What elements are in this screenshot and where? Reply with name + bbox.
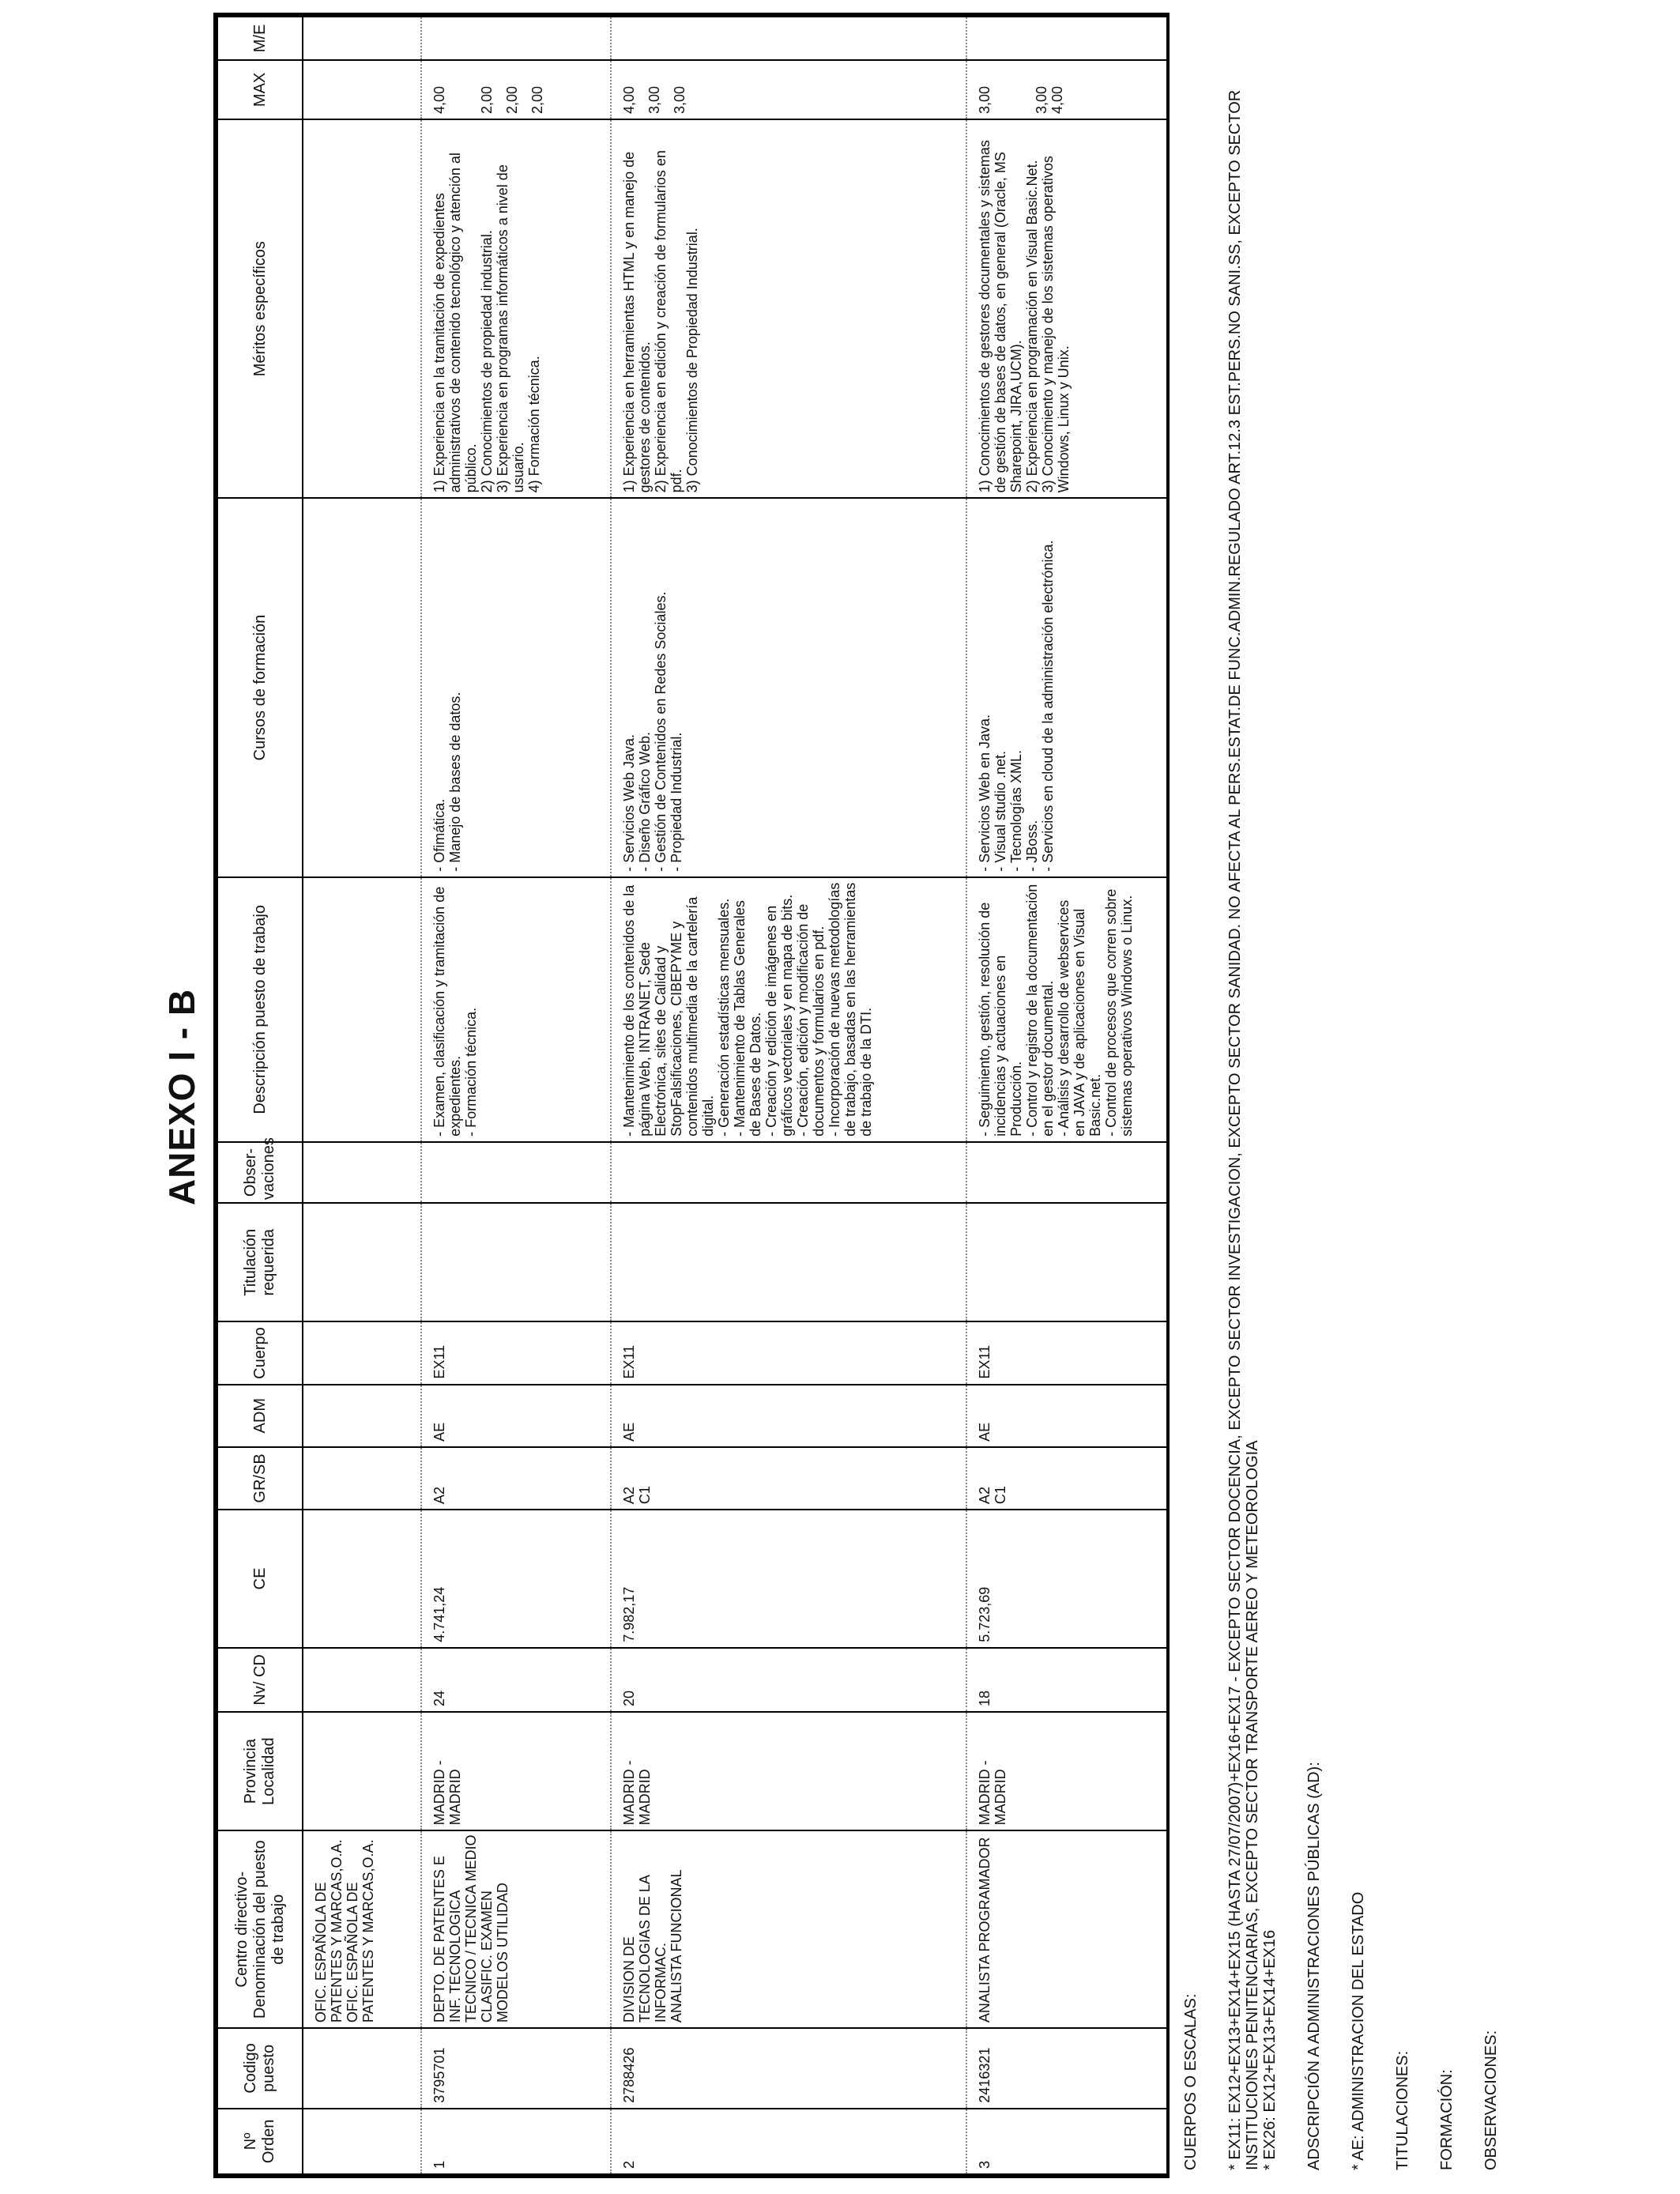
merito-item: 2) Experiencia en programación en Visual Basic.Net.: [1024, 160, 1040, 493]
max-value: 2,00: [479, 85, 495, 114]
cell-adm: AE: [966, 1385, 1166, 1447]
cell-descripcion: - Examen, clasificación y tramitación de expedientes. - Formación técnica.: [421, 877, 611, 1142]
cell-cursos: - Servicios Web en Java. - Visual studio .net. - Tecnologías XML. - JBoss. - Servicios en cloud de la administración electrónica.: [966, 498, 1166, 876]
merito-item: 3) Experiencia en programas informáticos a nivel de usuario.: [495, 164, 526, 493]
col-header-orden: Nº Orden: [217, 2109, 303, 2174]
cell-orden: 3: [966, 2109, 1166, 2174]
cell-titulacion: [611, 1203, 966, 1321]
max-value: 3,00: [646, 85, 662, 114]
cell-orden: 1: [421, 2109, 611, 2174]
col-header-cursos: Cursos de formación: [217, 498, 303, 876]
merito-item: 4) Formación técnica.: [526, 356, 542, 493]
cell-meritos: [611, 119, 966, 498]
cell-centro-unit: DIVISION DE TECNOLOGIAS DE LA INFORMAC.: [621, 1875, 669, 2023]
cell-grupo-item: A2: [431, 1487, 447, 1505]
cell-me: [611, 17, 966, 60]
cell-grupo-item: A2: [621, 1487, 637, 1505]
unit-centro-line: OFIC. ESPAÑOLA DE PATENTES Y MARCAS,O.A.: [345, 1839, 376, 2023]
col-header-meritos: Méritos específicos: [217, 119, 303, 498]
cuerpos-title: CUERPOS O ESCALAS:: [1182, 1993, 1200, 2170]
cell-cursos: - Ofimática. - Manejo de bases de datos.: [421, 498, 611, 876]
cell-grupo: [966, 1447, 1166, 1510]
unit-centro-line: OFIC. ESPAÑOLA DE PATENTES Y MARCAS,O.A.: [313, 1839, 345, 2023]
escala-ex11: * EX11: EX12+EX13+EX14+EX15 (HASTA 27/07/2007)+EX16+EX17 - EXCEPTO SECTOR DOCENCIA, EXCEPTO SECTOR INVESTIGACION, EXCEPTO SECTOR SANIDAD. NO AFECTA AL PERS.ESTAT.DE FUNC.ADMIN.REGULADO ART.12.3 EST.PERS.NO SANI.SS, EXCEPTO SECTOR INSTITUCIONES PENITENCIARIAS, EXCEPTO SECTOR TRANSPORTE AEREO Y METEOROLOGIA: [1226, 89, 1261, 2170]
cell-max: [611, 60, 966, 119]
adscripcion-title: ADSCRIPCIÓN A ADMINISTRACIONES PÚBLICAS (AD):: [1305, 1762, 1323, 2170]
cell-provincia: MADRID - MADRID: [421, 1712, 611, 1830]
cell-grupo-item: A2: [977, 1487, 993, 1505]
table-row: [611, 17, 966, 2174]
cell-adm: AE: [611, 1385, 966, 1447]
document-title: ANEXO I - B: [161, 988, 202, 1206]
adscripcion-ae: * AE: ADMINISTRACION DEL ESTADO: [1350, 1891, 1367, 2170]
cell-codigo: 2416321: [966, 2028, 1166, 2109]
col-header-cuerpo: Cuerpo: [217, 1321, 303, 1384]
max-value: 4,00: [621, 85, 637, 114]
cell-cuerpo: EX11: [421, 1321, 611, 1384]
cell-max: [421, 60, 611, 119]
col-header-adm: ADM: [217, 1385, 303, 1447]
cell-titulacion: [966, 1203, 1166, 1321]
col-header-centro: Centro directivo- Denominación del puesto de trabajo: [217, 1830, 303, 2028]
cell-ce: 4.741,24: [421, 1510, 611, 1648]
cell-nivel: 20: [611, 1648, 966, 1712]
cell-ce: 7.982,17: [611, 1510, 966, 1648]
merito-item: 2) Experiencia en edición y creación de formularios en pdf.: [653, 150, 684, 493]
cell-meritos: [421, 119, 611, 498]
col-header-ce: CE: [217, 1510, 303, 1648]
positions-table: [217, 16, 1166, 2175]
cell-centro: [966, 1830, 1166, 2028]
col-header-codigo: Codigo puesto: [217, 2028, 303, 2109]
merito-item: 3) Conocimientos de Propiedad Industrial.: [684, 228, 700, 493]
cell-nivel: 24: [421, 1648, 611, 1712]
escala-ex26: * EX26: EX12+EX13+EX14+EX16: [1261, 1929, 1279, 2170]
cell-observaciones: [611, 1142, 966, 1203]
merito-item: 1) Conocimientos de gestores documentales y sistemas de gestión de bases de datos, en general (Oracle, MS Sharepoint, JIRA,UCM).: [977, 140, 1024, 493]
max-value: 3,00: [1034, 85, 1049, 114]
cell-descripcion: - Mantenimiento de los contenidos de la página Web, INTRANET, Sede Electrónica, sites de Calidad y StopFalsificaciones, CIBEPYME y contenidos multimedia de la cartelería digital. - Generación estadísticas mensuales. - Mantenimiento de Tablas Generales de Bases de Datos. - Creación y edición de imágenes en gráficos vectoriales y en mapa de bits. - Creación, edición y modificación de documentos y formularios en pdf. - Incorporación de nuevas metodologías de trabajo, basadas en las herramientas de trabajo de la DTI.: [611, 877, 966, 1142]
observaciones-label: OBSERVACIONES:: [1482, 2030, 1500, 2170]
cell-titulacion: [421, 1203, 611, 1321]
table-row: [421, 17, 611, 2174]
cell-grupo: [611, 1447, 966, 1510]
cell-provincia: MADRID - MADRID: [966, 1712, 1166, 1830]
unit-centro-cell: [303, 1830, 421, 2028]
cell-codigo: 2788426: [611, 2028, 966, 2109]
table-row-unit: [303, 17, 421, 2174]
col-header-provincia: Provincia Localidad: [217, 1712, 303, 1830]
cell-grupo: [421, 1447, 611, 1510]
merito-item: 1) Experiencia en herramientas HTML y en manejo de gestores de contenidos.: [621, 151, 653, 493]
cell-descripcion: - Seguimiento, gestión, resolución de incidencias y actuaciones en Producción. - Control y registro de la documentación en el gestor documental. - Análisis y desarrollo de webservices en JAVA y de aplicaciones en Visual Basic.net. - Control de procesos que corren sobre sistemas operativos Windows o Linux.: [966, 877, 1166, 1142]
col-header-me: M/E: [217, 17, 303, 60]
max-value: 4,00: [1049, 85, 1065, 114]
titulaciones-label: TITULACIONES:: [1394, 2050, 1411, 2170]
col-header-grupo: GR/SB: [217, 1447, 303, 1510]
cell-nivel: 18: [966, 1648, 1166, 1712]
footer-notes: [1182, 21, 1527, 2170]
col-header-max: MAX: [217, 60, 303, 119]
cell-orden: 2: [611, 2109, 966, 2174]
cell-centro-puesto: ANALISTA PROGRAMADOR: [977, 1837, 993, 2023]
cell-cuerpo: EX11: [611, 1321, 966, 1384]
cell-me: [421, 17, 611, 60]
table-row: [966, 17, 1166, 2174]
max-value: 3,00: [672, 85, 687, 114]
cell-observaciones: [421, 1142, 611, 1203]
cell-cursos: - Servicios Web Java. - Diseño Gráfico Web. - Gestión de Contenidos en Redes Sociales. - Propiedad Industrial.: [611, 498, 966, 876]
formacion-label: FORMACIÓN:: [1438, 2069, 1456, 2170]
cell-max: [966, 60, 1166, 119]
max-value: 2,00: [529, 85, 545, 114]
cell-centro-unit: DEPTO. DE PATENTES E INF. TECNOLOGICA: [431, 1856, 463, 2023]
max-value: 4,00: [431, 85, 447, 114]
cell-codigo: 3795701: [421, 2028, 611, 2109]
cell-grupo-item: C1: [993, 1486, 1008, 1505]
max-value: 3,00: [977, 85, 993, 114]
cell-cuerpo: EX11: [966, 1321, 1166, 1384]
max-value: 2,00: [504, 85, 520, 114]
cell-centro: [611, 1830, 966, 2028]
col-header-titulacion: Titulación requerida: [217, 1203, 303, 1321]
cell-centro-puesto: ANALISTA FUNCIONAL: [669, 1869, 684, 2023]
col-header-observaciones: Obser- vaciones: [217, 1142, 303, 1203]
cell-adm: AE: [421, 1385, 611, 1447]
cell-ce: 5.723,69: [966, 1510, 1166, 1648]
merito-item: 2) Conocimientos de propiedad industrial.: [479, 230, 495, 493]
merito-item: 3) Conocimiento y manejo de los sistemas operativos Windows, Linux y Unix.: [1040, 156, 1072, 493]
merito-item: 1) Experiencia en la tramitación de expedientes administrativos de contenido tecnológico y atención al público.: [431, 153, 479, 493]
cell-provincia: MADRID - MADRID: [611, 1712, 966, 1830]
col-header-descripcion: Descripción puesto de trabajo: [217, 877, 303, 1142]
table-header-row: [217, 17, 303, 2174]
col-header-nivel: Nv/ CD: [217, 1648, 303, 1712]
cell-meritos: [966, 119, 1166, 498]
cell-observaciones: [966, 1142, 1166, 1203]
cell-centro: [421, 1830, 611, 2028]
cell-me: [966, 17, 1166, 60]
cell-centro-puesto: TECNICO / TECNICA MEDIO CLASIFIC. EXAMEN MODELOS UTILIDAD: [463, 1834, 510, 2023]
cell-grupo-item: C1: [637, 1486, 653, 1505]
positions-table-frame: [213, 13, 1170, 2178]
